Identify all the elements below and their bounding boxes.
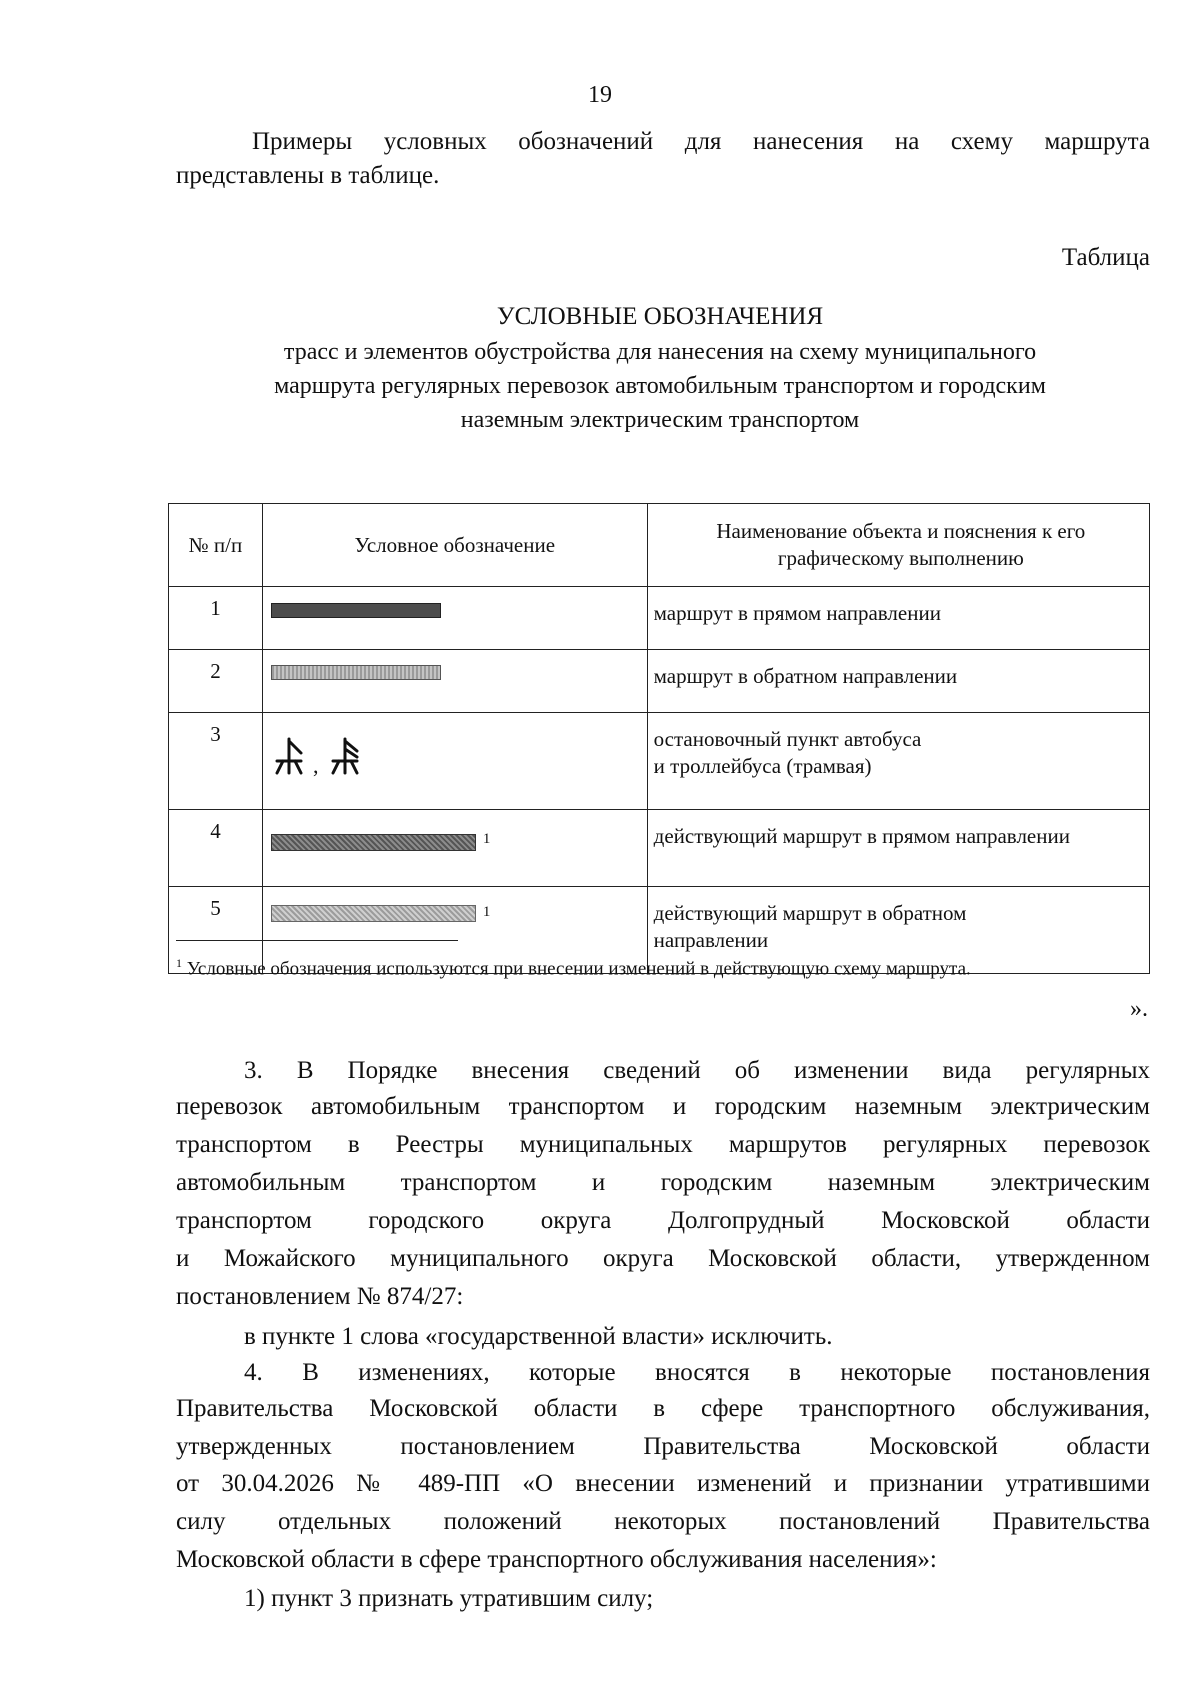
page-number: 19 <box>588 82 612 108</box>
row-description: маршрут в прямом направлении <box>647 587 1149 650</box>
symbol-cell <box>262 810 647 887</box>
body-line: утвержденных постановлением Правительства Московской области <box>176 1433 1150 1460</box>
header-symbol: Условное обозначение <box>262 504 647 587</box>
table-subtitle-line: маршрута регулярных перевозок автомобильным транспортом и городским <box>274 373 1046 399</box>
row-description-line: остановочный пункт автобуса <box>653 727 922 751</box>
row-number: 2 <box>169 650 263 713</box>
body-line: транспортом городского округа Долгопрудный Московской области <box>176 1207 1150 1234</box>
row-number: 3 <box>169 713 263 810</box>
symbol-cell <box>262 713 647 810</box>
body-line: транспортом в Реестры муниципальных маршрутов регулярных перевозок <box>176 1131 1150 1158</box>
symbol-cell <box>262 650 647 713</box>
closing-quote: ». <box>1130 996 1148 1022</box>
header-description <box>647 504 1149 587</box>
body-line: 1) пункт 3 признать утратившим силу; <box>244 1585 654 1612</box>
route-forward-line-symbol <box>271 603 441 618</box>
footnote-text: Условные обозначения используются при внесении изменений в действующую схему маршрута. <box>186 958 971 980</box>
header-description-line: Наименование объекта и пояснения к его <box>716 519 1086 543</box>
body-line: 3. В Порядке внесения сведений об изменении вида регулярных <box>244 1057 1150 1084</box>
row-description: действующий маршрут в прямом направлении <box>647 810 1149 887</box>
footnote-mark: 1 <box>176 956 182 970</box>
body-line: в пункте 1 слова «государственной власти» исключить. <box>244 1323 833 1350</box>
body-line: автомобильным транспортом и городским наземным электрическим <box>176 1169 1150 1196</box>
footnote-reference: 1 <box>482 904 491 920</box>
table-subtitle-line: наземным электрическим транспортом <box>460 407 860 433</box>
footnote <box>176 956 971 980</box>
footnote-reference: 1 <box>482 831 491 847</box>
table-row <box>169 587 1150 650</box>
row-number: 1 <box>169 587 263 650</box>
body-line: Правительства Московской области в сфере транспортного обслуживания, <box>176 1395 1150 1422</box>
active-route-forward-line-symbol <box>271 834 476 851</box>
route-reverse-line-symbol <box>271 665 441 680</box>
row-description <box>647 713 1149 810</box>
header-description-line: графическому выполнению <box>777 546 1024 570</box>
row-description-line: направлении <box>653 928 769 952</box>
footnote-separator <box>176 940 458 941</box>
body-line: Московской области в сфере транспортного обслуживания населения»: <box>176 1546 937 1573</box>
body-line: постановлением № 874/27: <box>176 1283 464 1310</box>
body-line: силу отдельных положений некоторых постановлений Правительства <box>176 1508 1150 1535</box>
table-header-row <box>169 504 1150 587</box>
table-subtitle-line: трасс и элементов обустройства для нанесения на схему муниципального <box>283 339 1037 365</box>
row-description: маршрут в обратном направлении <box>647 650 1149 713</box>
row-number: 5 <box>169 887 263 974</box>
symbol-cell <box>262 587 647 650</box>
row-description-line: и троллейбуса (трамвая) <box>653 754 872 778</box>
table-title: УСЛОВНЫЕ ОБОЗНАЧЕНИЯ <box>496 303 824 330</box>
row-description-line: действующий маршрут в обратном <box>653 901 967 925</box>
active-route-reverse-line-symbol <box>271 905 476 922</box>
body-line: и Можайского муниципального округа Московской области, утвержденном <box>176 1245 1150 1272</box>
intro-line-1: Примеры условных обозначений для нанесения на схему маршрута <box>252 128 1150 155</box>
body-line: перевозок автомобильным транспортом и городским наземным электрическим <box>176 1093 1150 1120</box>
stop-separator: , <box>312 753 319 778</box>
intro-line-2: представлены в таблице. <box>176 162 440 189</box>
row-number: 4 <box>169 810 263 887</box>
bus-stop-icon <box>273 735 383 779</box>
body-line: 4. В изменениях, которые вносятся в некоторые постановления <box>244 1359 1150 1386</box>
body-line: от 30.04.2026 № 489-ПП «О внесении изменений и признании утратившими <box>176 1470 1150 1497</box>
table-row <box>169 650 1150 713</box>
table-subtitle <box>150 335 1170 437</box>
table-label: Таблица <box>1061 244 1150 271</box>
header-num: № п/п <box>169 504 263 587</box>
legend-table <box>168 503 1150 974</box>
table-row <box>169 713 1150 810</box>
table-row <box>169 810 1150 887</box>
